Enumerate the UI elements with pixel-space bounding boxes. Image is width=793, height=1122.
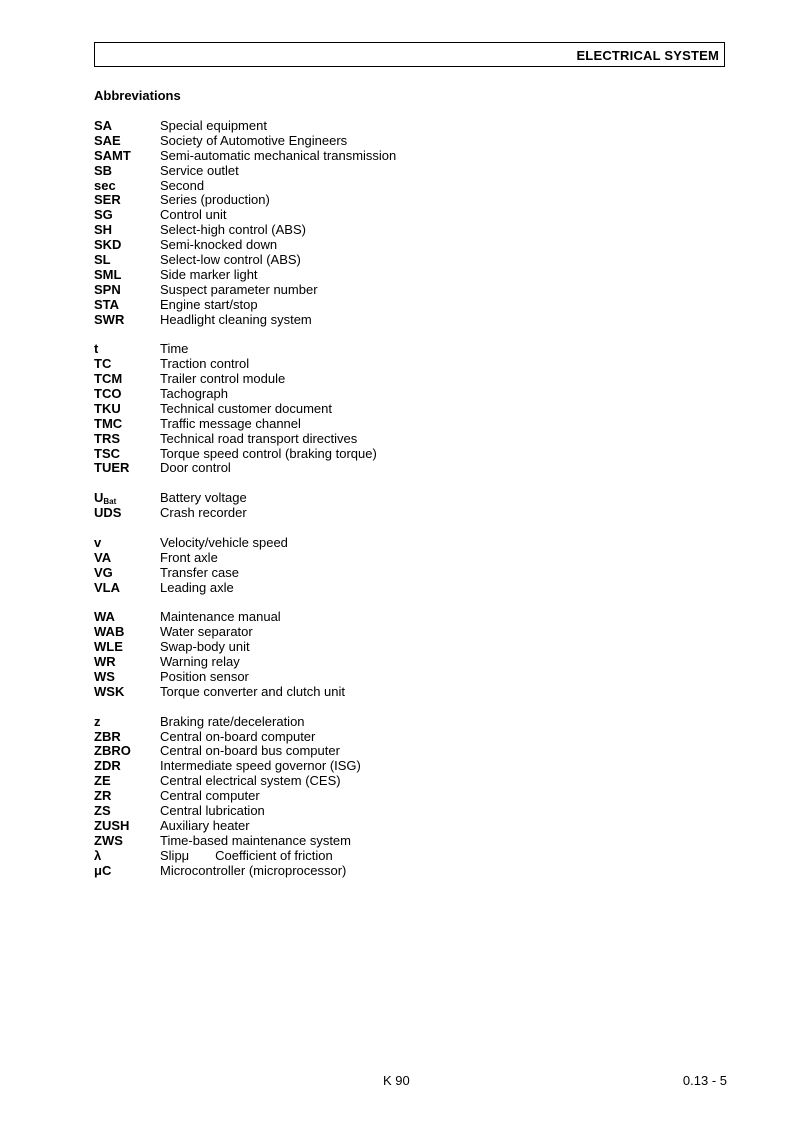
abbreviation-row <box>94 505 694 520</box>
abbreviation-term: VA <box>94 549 112 565</box>
page-header <box>94 42 725 67</box>
abbreviation-row <box>94 460 694 475</box>
abbreviation-description: Door control <box>160 460 231 476</box>
abbreviation-row <box>94 848 694 863</box>
abbreviation-term: WS <box>94 668 115 684</box>
abbreviation-term: ZWS <box>94 832 123 848</box>
abbreviation-term: SAE <box>94 132 121 148</box>
abbreviation-description: Second <box>160 177 205 193</box>
abbreviation-description: Side marker light <box>160 266 258 282</box>
abbreviation-row <box>94 788 694 803</box>
abbreviation-row <box>94 267 694 282</box>
abbreviation-description: Warning relay <box>160 654 240 670</box>
abbreviation-description: Select-low control (ABS) <box>160 252 301 268</box>
abbreviation-description: Traction control <box>160 356 250 372</box>
abbreviation-description: Technical customer document <box>160 400 332 416</box>
abbreviation-row <box>94 207 694 222</box>
abbreviation-description: Microcontroller (microprocessor) <box>160 862 347 878</box>
abbreviation-term: $U_{Bat}$ <box>94 490 117 507</box>
abbreviation-row <box>94 729 694 744</box>
abbreviation-row <box>94 222 694 237</box>
abbreviation-term: ZDR <box>94 758 121 774</box>
abbreviation-term: SWR <box>94 311 125 327</box>
abbreviation-term: WA <box>94 609 115 625</box>
abbreviation-term: ZBR <box>94 728 121 744</box>
abbreviation-term: WSK <box>94 683 125 699</box>
abbreviation-row <box>94 401 694 416</box>
abbreviation-description-extra: Coefficient of friction <box>215 847 333 863</box>
abbreviation-row <box>94 490 694 505</box>
abbreviation-row <box>94 743 694 758</box>
abbreviation-group <box>94 341 694 475</box>
abbreviation-term: VG <box>94 564 113 580</box>
abbreviation-term: TCM <box>94 371 123 387</box>
abbreviation-row <box>94 565 694 580</box>
abbreviation-group <box>94 118 694 326</box>
abbreviation-term: SA <box>94 118 113 133</box>
abbreviation-term: TMC <box>94 415 123 431</box>
abbreviation-term: WR <box>94 654 116 670</box>
abbreviation-row <box>94 371 694 386</box>
abbreviation-description: Traffic message channel <box>160 415 301 431</box>
abbreviation-row <box>94 639 694 654</box>
abbreviation-term: TCO <box>94 386 122 402</box>
abbreviation-description: Trailer control module <box>160 371 286 387</box>
abbreviation-row <box>94 386 694 401</box>
abbreviation-description: Headlight cleaning system <box>160 311 312 327</box>
abbreviation-description: Central on-board bus computer <box>160 743 340 759</box>
abbreviation-row <box>94 416 694 431</box>
abbreviation-term: SKD <box>94 237 122 253</box>
abbreviation-term: SML <box>94 266 122 282</box>
abbreviation-description: Semi-automatic mechanical transmission <box>160 147 397 163</box>
abbreviation-description: Intermediate speed governor (ISG) <box>160 758 361 774</box>
abbreviation-group <box>94 714 694 878</box>
abbreviation-description: Central on-board computer <box>160 728 316 744</box>
abbreviation-row <box>94 580 694 595</box>
abbreviation-row <box>94 669 694 684</box>
abbreviation-description: Series (production) <box>160 192 270 208</box>
abbreviation-group <box>94 609 694 698</box>
abbreviation-term: STA <box>94 296 120 312</box>
abbreviation-row <box>94 624 694 639</box>
abbreviation-term: SH <box>94 222 113 238</box>
abbreviation-term: VLA <box>94 579 120 595</box>
abbreviation-row <box>94 237 694 252</box>
abbreviation-term: ZS <box>94 802 111 818</box>
abbreviation-term: TRS <box>94 430 120 446</box>
abbreviation-row <box>94 356 694 371</box>
abbreviation-description: Central lubrication <box>160 802 265 818</box>
abbreviation-term-subscript: Bat <box>103 497 117 507</box>
abbreviation-group <box>94 535 694 595</box>
abbreviation-term: SAMT <box>94 147 131 163</box>
abbreviation-term: ZBRO <box>94 743 131 759</box>
abbreviation-term: SL <box>94 252 111 268</box>
abbreviation-description: Control unit <box>160 207 227 223</box>
abbreviation-description: Society of Automotive Engineers <box>160 132 348 148</box>
abbreviation-row <box>94 312 694 327</box>
abbreviation-term: WLE <box>94 639 123 655</box>
abbreviation-description: Special equipment <box>160 118 267 133</box>
abbreviation-description: Time <box>160 341 189 357</box>
abbreviation-term: v <box>94 534 102 550</box>
abbreviation-description: Maintenance manual <box>160 609 281 625</box>
abbreviation-row <box>94 118 694 133</box>
abbreviation-description: Torque converter and clutch unit <box>160 683 345 699</box>
abbreviation-term: SPN <box>94 281 121 297</box>
abbreviation-row <box>94 714 694 729</box>
footer-document-code: K 90 <box>383 1073 410 1088</box>
abbreviation-description: Technical road transport directives <box>160 430 358 446</box>
abbreviation-row <box>94 684 694 699</box>
abbreviation-term: λ <box>94 847 102 863</box>
abbreviation-row <box>94 192 694 207</box>
abbreviation-description: Torque speed control (braking torque) <box>160 445 377 461</box>
abbreviation-row <box>94 252 694 267</box>
abbreviation-term: sec <box>94 177 116 193</box>
abbreviation-row <box>94 773 694 788</box>
abbreviation-description: Battery voltage <box>160 490 247 506</box>
abbreviation-description: Velocity/vehicle speed <box>160 534 288 550</box>
abbreviation-row <box>94 803 694 818</box>
abbreviation-description: Select-high control (ABS) <box>160 222 306 238</box>
abbreviation-description: Central computer <box>160 788 260 804</box>
abbreviation-description: Central electrical system (CES) <box>160 773 341 789</box>
abbreviation-row <box>94 863 694 878</box>
abbreviation-term: ZUSH <box>94 817 130 833</box>
abbreviation-description: Crash recorder <box>160 505 247 521</box>
abbreviation-row <box>94 282 694 297</box>
footer-page-number: 0.13 - 5 <box>682 1073 727 1088</box>
abbreviation-description: Tachograph <box>160 386 228 402</box>
abbreviation-row <box>94 535 694 550</box>
abbreviation-term: SER <box>94 192 121 208</box>
abbreviation-term: TSC <box>94 445 120 461</box>
abbreviation-description: Leading axle <box>160 579 234 595</box>
abbreviation-term: z <box>94 713 101 729</box>
abbreviation-group <box>94 490 694 520</box>
abbreviation-term: TC <box>94 356 112 372</box>
abbreviation-row <box>94 654 694 669</box>
abbreviation-description: Suspect parameter number <box>160 281 318 297</box>
abbreviation-row <box>94 550 694 565</box>
abbreviation-description: Slipμ Coefficient of friction <box>160 847 333 863</box>
abbreviation-row <box>94 133 694 148</box>
abbreviation-list <box>94 118 694 892</box>
abbreviation-term: SB <box>94 162 113 178</box>
abbreviation-term: μC <box>94 862 112 878</box>
abbreviation-description: Water separator <box>160 624 253 640</box>
abbreviation-description: Time-based maintenance system <box>160 832 351 848</box>
abbreviation-row <box>94 431 694 446</box>
abbreviation-description: Front axle <box>160 549 218 565</box>
abbreviation-description: Engine start/stop <box>160 296 258 312</box>
abbreviation-description: Braking rate/deceleration <box>160 713 305 729</box>
abbreviation-term: ZR <box>94 788 112 804</box>
abbreviation-term: TUER <box>94 460 130 476</box>
abbreviation-description: Swap-body unit <box>160 639 250 655</box>
abbreviation-row <box>94 163 694 178</box>
abbreviation-term: UDS <box>94 505 122 521</box>
abbreviation-description: Auxiliary heater <box>160 817 250 833</box>
abbreviation-description: Service outlet <box>160 162 239 178</box>
abbreviation-row <box>94 297 694 312</box>
abbreviation-term: SG <box>94 207 113 223</box>
abbreviation-description: Transfer case <box>160 564 239 580</box>
abbreviation-row <box>94 609 694 624</box>
abbreviation-description: Semi-knocked down <box>160 237 278 253</box>
abbreviation-row <box>94 446 694 461</box>
abbreviation-term: t <box>94 341 99 357</box>
abbreviation-row <box>94 341 694 356</box>
abbreviation-row <box>94 833 694 848</box>
header-title: ELECTRICAL SYSTEM <box>576 48 719 63</box>
abbreviation-row <box>94 818 694 833</box>
abbreviation-term: WAB <box>94 624 125 640</box>
abbreviation-term: ZE <box>94 773 111 789</box>
abbreviation-row <box>94 178 694 193</box>
abbreviation-term: TKU <box>94 400 121 416</box>
abbreviation-row <box>94 148 694 163</box>
abbreviation-description: Position sensor <box>160 668 249 684</box>
section-heading: Abbreviations <box>94 88 181 103</box>
abbreviation-row <box>94 758 694 773</box>
